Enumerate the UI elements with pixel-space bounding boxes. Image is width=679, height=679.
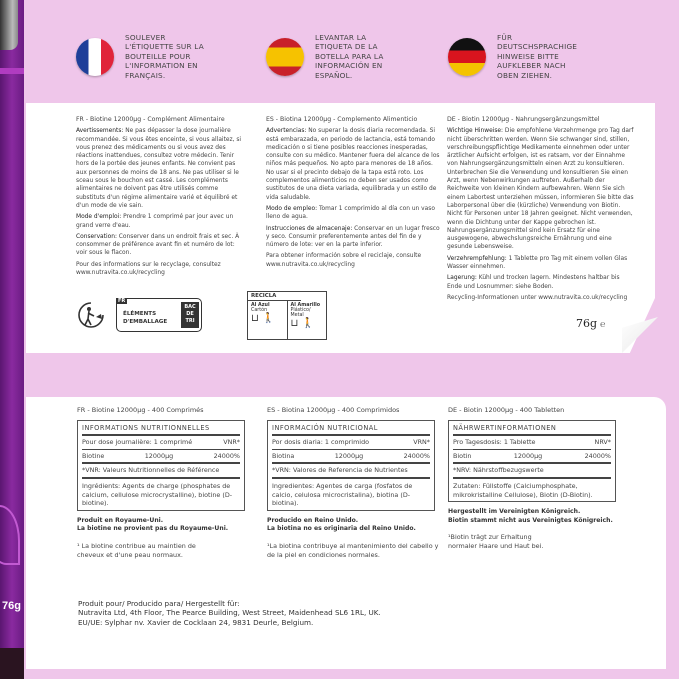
origin-info: [448, 508, 616, 525]
paragraph: [266, 225, 440, 250]
recicla-title: RECICLA: [248, 292, 301, 301]
paragraph: [76, 233, 244, 258]
paragraph-label: Avertissements:: [76, 128, 124, 135]
recicla-yellow-sub: Plástico/ Metal: [290, 308, 311, 318]
france-flag-icon: [76, 38, 114, 76]
manufacturer-footer: [78, 599, 381, 627]
health-claim: ¹Biotin trägt zur Erhaltung normaler Haare und Haut bei.: [448, 533, 544, 550]
flag-note-line: INFORMACIÓN EN: [315, 61, 383, 71]
germany-flag-icon: [448, 38, 486, 76]
paragraph-text: Pour des informations sur le recyclage, consultez www.nutravita.co.uk/recycling: [76, 261, 221, 277]
dose-label: Pro Tagesdosis: 1 Tablette: [453, 438, 536, 447]
nutrition-column-fr: [77, 406, 245, 559]
ingredient-origin: La biotina no es originaria del Reino Unido.: [267, 525, 416, 533]
warning-column-es: [266, 116, 440, 272]
bottle-base: [0, 648, 24, 679]
paragraph-label: Advertencias:: [266, 128, 307, 135]
triman-text-line: ÉLÉMENTS: [123, 311, 157, 317]
nutrient: Biotine: [82, 451, 105, 460]
paragraph-text: Conserver dans un endroit frais et sec. À consommer de préférence avant fin et numéro de lot: voir sous le flacon.: [76, 233, 240, 257]
flag-note-es: [315, 33, 384, 80]
table-title: INFORMACIÓN NUTRICIONAL: [272, 421, 430, 437]
sorting-bin-icon: [181, 302, 199, 328]
paragraph: [266, 205, 440, 222]
paragraph-label: Lagerung:: [447, 275, 477, 282]
produced-in: Produit en Royaume-Uni.: [77, 516, 164, 524]
nutrition-table: [77, 420, 245, 511]
table-row: [453, 450, 611, 465]
percent: 24000%: [403, 451, 430, 460]
warning-column-fr: [76, 116, 244, 280]
recicla-yellow: [288, 301, 327, 339]
paragraph-text: Recycling-Informationen unter www.nutravita.co.uk/recycling: [447, 294, 628, 301]
flag-note-fr: [125, 33, 204, 80]
recicla-yellow-title: Al Amarillo: [290, 303, 321, 308]
flag-note-line: AUFKLEBER NACH: [497, 61, 566, 71]
recicla-blue: [248, 301, 288, 339]
paragraph: [447, 255, 635, 272]
bin-person-icon: ⊔ 🚶: [251, 313, 275, 324]
paragraph-label: Wichtige Hinweise:: [447, 128, 504, 135]
paragraph-label: Instrucciones de almacenaje:: [266, 225, 353, 232]
flag-note-line: FÜR: [497, 33, 513, 42]
estimated-sign-icon: ℮: [600, 320, 606, 330]
triman-icon: [76, 300, 106, 330]
paragraph-text: 1 Tablette pro Tag mit einem vollen Glas Wasser einnehmen.: [447, 255, 628, 271]
nutrition-table: [267, 420, 435, 511]
paragraph: [76, 213, 244, 230]
amount: 12000μg: [144, 451, 174, 460]
produced-in: Hergestellt im Vereinigten Königreich.: [448, 508, 581, 516]
paragraph-text: Conservar en un lugar fresco y seco. Consumir preferentemente antes del fin de y número de lote: ver en la parte inferior.: [266, 225, 440, 249]
product-bottle: [0, 0, 24, 679]
flag-note-line: OBEN ZIEHEN.: [497, 70, 553, 80]
warning-column-de: [447, 116, 635, 305]
paragraph: [266, 127, 440, 202]
paragraph-text: No superar la dosis diaria recomendada. Si está embarazada, en periodo de lactancia, está tomando medicación o si tiene posibles reacciones inesperadas, consulte con su médico. Mantener fuera del alcance de los niños más pequeños. No apto para menores de 18 años. No usar si el precinto debajo de la tapa está roto. Los complementos alimenticios no deben ser usados como sustitutos de una dieta variada, equilibrada y un estilo de vida saludable.: [266, 128, 440, 201]
dose-label: Pour dose journalière: 1 comprimé: [82, 438, 193, 447]
paragraph: [447, 274, 635, 291]
paragraph: [266, 252, 440, 269]
table-header-row: [453, 436, 611, 450]
nutrient: Biotin: [453, 451, 472, 460]
paragraph: [76, 261, 244, 278]
flag-note-line: SOULEVER: [125, 33, 166, 42]
origin-info: [267, 517, 439, 534]
spain-flag-icon: [266, 38, 304, 76]
paragraph-label: Modo de empleo:: [266, 205, 318, 212]
health-claim: ¹La biotina contribuye al mantenimiento del cabello y de la piel en condiciones normales.: [267, 541, 439, 559]
ref-note: *NRV: Nährstoffbezugswerte: [453, 464, 611, 479]
amount: 12000μg: [513, 451, 543, 460]
table-title: NÄHRWERTINFORMATIONEN: [453, 421, 611, 437]
recicla-box: [247, 291, 327, 340]
ingredients: Ingredientes: Agentes de carga (fosfatos de calcio, celulosa microcristalina), biotina (D-biotina).: [272, 481, 413, 508]
table-header-row: [272, 436, 430, 450]
flag-note-line: LEVANTAR LA: [315, 33, 367, 42]
paragraph-text: Kühl und trocken lagern. Mindestens haltbar bis Ende und Losnummer: siehe Boden.: [447, 275, 620, 290]
flag-note-line: BOTELLA PARA LA: [315, 51, 384, 61]
dose-label: Por dosis diaria: 1 comprimido: [272, 438, 370, 447]
table-row: [82, 450, 240, 465]
paragraph-label: Conservation:: [76, 233, 117, 240]
flag-note-line: BOUTEILLE POUR: [125, 51, 191, 61]
table-header-row: [82, 436, 240, 450]
footer-line: Produit pour/ Producido para/ Hergestellt für:: [78, 599, 240, 608]
flag-note-line: L'ÉTIQUETTE SUR LA: [125, 42, 204, 52]
column-title: FR - Biotine 12000μg - Complément Alimentaire: [76, 116, 225, 123]
ref-head: NRV*: [594, 438, 611, 447]
paragraph-text: Ne pas dépasser la dose journalière recommandée. Si vous êtes enceinte, si vous allaitez, si vous prenez des médicaments ou si vous avez des réactions inattendues, consultez votre médecin. Tenir hors de la portée des jeunes enfants. Ne convient pas aux personnes de moins de 18 ans. Ne pas utiliser si le sceau sous le bouchon est cassé. Les compléments alimentaires ne doivent pas être utilisés comme substituts d'un régime alimentaire varié et équilibré et d'un mode de vie sain.: [76, 128, 242, 209]
ref-note: *VRN: Valores de Referencia de Nutrientes: [272, 464, 430, 479]
table-title: INFORMATIONS NUTRITIONNELLES: [82, 421, 240, 437]
recicla-blue-sub: Cartón: [251, 308, 268, 313]
bottle-weight: 76g: [2, 600, 21, 612]
amount: 12000μg: [334, 451, 364, 460]
column-title: DE - Biotin 12000μg - 400 Tabletten: [448, 406, 565, 414]
paragraph: [76, 127, 244, 210]
ingredient-origin: Biotin stammt nicht aus Vereinigtes Königreich.: [448, 516, 613, 524]
paragraph-text: Para obtener información sobre el reciclaje, consulte www.nutravita.co.uk/recycling: [266, 253, 422, 268]
nutrition-column-de: [448, 406, 616, 551]
triman-text-line: D'EMBALLAGE: [123, 319, 168, 325]
leaf-logo-icon: [0, 505, 20, 565]
bin-text: DE: [186, 311, 194, 317]
flag-note-line: ESPAÑOL.: [315, 70, 353, 80]
paragraph-label: Mode d'emploi:: [76, 214, 122, 221]
origin-info: [77, 517, 245, 534]
paragraph: [447, 127, 635, 251]
net-weight: [576, 317, 605, 330]
nutrition-table: [448, 420, 616, 503]
nutrition-column-es: [267, 406, 439, 559]
ingredients: Ingrédients: Agents de charge (phosphates de calcium, cellulose microcrystalline), biotine (D-biotine).: [82, 481, 233, 508]
flag-note-line: FRANÇAIS.: [125, 70, 166, 80]
triman-info-box: [116, 298, 202, 332]
table-row: [272, 450, 430, 465]
flag-note-de: [497, 33, 577, 80]
ingredients: Zutaten: Füllstoffe (Calciumphosphate, mikrokristalline Cellulose), Biotin (D-Biotin).: [453, 481, 593, 499]
flag-note-line: L'INFORMATION EN: [125, 61, 198, 71]
flag-note-line: ETIQUETA DE LA: [315, 42, 378, 52]
footer-line: EU/UE: Sylphar nv. Xavier de Cocklaan 24, 9831 Deurle, Belgium.: [78, 617, 314, 627]
triman-country: FR: [118, 298, 126, 304]
bottle-cap: [0, 0, 18, 50]
column-title: ES - Biotina 12000μg - Complemento Alimenticio: [266, 116, 418, 123]
flag-note-line: DEUTSCHSPRACHIGE: [497, 42, 578, 52]
nutrient: Biotina: [272, 451, 295, 460]
paragraph-text: Die empfohlene Verzehrmenge pro Tag darf nicht überschritten werden. Wenn Sie schwanger sind, stillen, verschreibungspflichtige Medikamente einnehmen oder unter ärztlicher Aufsicht erfolgen, ist es ratsam, vor der Einnahme von Nahrungsergänzungsmitteln einen Arzt zu konsultieren. Unterbrechen Sie die Verwendung und konsultieren Sie einen Arzt, wenn Nebenwirkungen auftreten. Außerhalb der Reichweite von kleinen Kindern aufbewahren. Wenn Sie sich einem Labortest unterziehen müssen, informieren Sie bitte das Laborpersonal über die (kürzliche) Verwendung von Biotin. Nicht für Personen unter 18 Jahren geeignet. Nicht verwenden, wenn die Dichtung unter der Kappe gebrochen ist. Nahrungsergänzungsmittel sind kein Ersatz für eine ausgewogene, abwechslungsreiche Ernährung und eine gesunde Lebensweise.: [447, 128, 634, 251]
paragraph-text: Prendre 1 comprimé par jour avec un grand verre d'eau.: [76, 214, 234, 229]
paragraph-label: Verzehrempfehlung:: [447, 255, 507, 262]
ref-head: VNR*: [223, 438, 240, 447]
column-title: DE - Biotin 12000μg - Nahrungsergänzungsmittel: [447, 116, 600, 123]
paragraph-text: Tomar 1 comprimido al día con un vaso lleno de agua.: [266, 205, 435, 221]
paragraph: [447, 294, 635, 302]
ref-head: VRN*: [413, 438, 430, 447]
recicla-bins: [248, 301, 326, 339]
bin-person-icon: ⊔ 🚶: [290, 318, 314, 329]
percent: 24000%: [584, 451, 611, 460]
triman-text: [123, 310, 167, 326]
recicla-blue-title: Al Azul: [251, 303, 270, 308]
column-title: ES - Biotina 12000μg - 400 Comprimidos: [267, 406, 400, 414]
percent: 24000%: [213, 451, 240, 460]
produced-in: Producido en Reino Unido.: [267, 516, 359, 524]
ingredient-origin: La biotine ne provient pas du Royaume-Uni.: [77, 525, 229, 533]
column-title: FR - Biotine 12000μg - 400 Comprimés: [77, 406, 204, 414]
net-weight-value: 76g: [576, 317, 598, 330]
ref-note: *VNR: Valeurs Nutritionnelles de Référence: [82, 464, 240, 479]
health-claim: ¹ La biotine contribue au maintien de cheveux et d'une peau normaux.: [77, 541, 196, 559]
flag-note-line: HINWEISE BITTE: [497, 51, 559, 61]
bottle-band: [0, 68, 24, 74]
bin-text: BAC: [184, 304, 196, 310]
bin-text: TRI: [185, 318, 195, 324]
footer-line: Nutravita Ltd, 4th Floor, The Pearce Building, West Street, Maidenhead SL6 1RL, UK.: [78, 608, 381, 618]
